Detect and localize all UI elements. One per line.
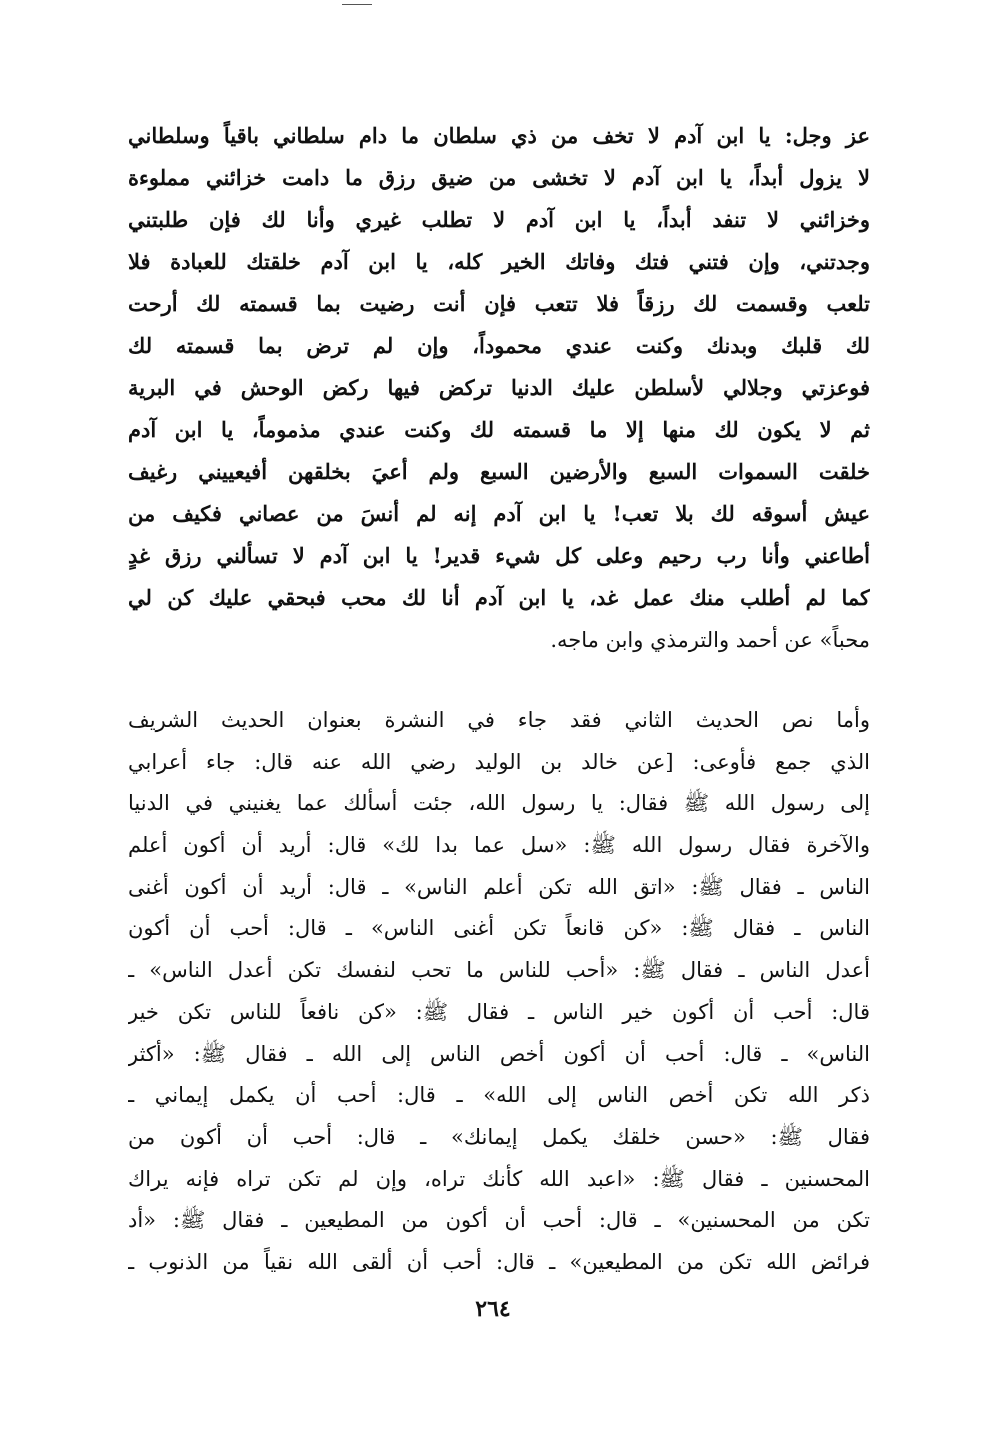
text-line: إلى رسول الله ﷺ فقال: يا رسول الله، جئت أسألك عما يغنيني في الدنيا — [128, 791, 870, 816]
paragraph-second-hadith — [128, 700, 870, 1284]
text-line: الذي جمع فأوعى: [عن خالد بن الوليد رضي الله عنه قال: جاء أعرابي — [128, 749, 870, 774]
text-line: فرائض الله تكن من المطيعين» ـ قال: أحب أن ألقى الله نقياً من الذنوب ـ — [128, 1249, 870, 1274]
text-line: محباً» عن أحمد والترمذي وابن ماجه. — [550, 628, 870, 652]
text-line: والآخرة فقال رسول الله ﷺ: «سل عما بدا لك» قال: أريد أن أكون أعلم — [128, 833, 870, 858]
text-line: الناس ـ فقال ﷺ: «كن قانعاً تكن أغنى الناس» ـ قال: أحب أن أكون — [128, 916, 870, 941]
text-line: خلقت السموات السبع والأرضين السبع ولم أعيَ بخلقهن أفيعييني رغيف — [128, 459, 870, 484]
text-line: ذكر الله تكن أخص الناس إلى الله» ـ قال: أحب أن يكمل إيماني ـ — [128, 1083, 870, 1108]
text-line: لا يزول أبداً، يا ابن آدم لا تخشى من ضيق رزق ما دامت خزائني مملوءة — [128, 165, 870, 190]
text-line: وجدتني، وإن فتني فتك وفاتك الخير كله، يا ابن آدم خلقتك للعبادة فلا — [128, 249, 870, 274]
text-line: فقال ﷺ: «حسن خلقك يكمل إيمانك» ـ قال: أحب أن أكون من — [128, 1124, 870, 1149]
text-line: أعدل الناس ـ فقال ﷺ: «أحب للناس ما تحب لنفسك تكن أعدل الناس» ـ — [128, 958, 870, 983]
text-line: كما لم أطلب منك عمل غد، يا ابن آدم أنا لك محب فبحقي عليك كن لي — [128, 585, 870, 610]
text-line: عز وجل: يا ابن آدم لا تخف من ذي سلطان ما دام سلطاني باقياً وسلطاني — [128, 123, 870, 148]
paragraph-hadith-qudsi — [128, 115, 870, 661]
text-line: تلعب وقسمت لك رزقاً فلا تتعب فإن أنت رضيت بما قسمته لك أرحت — [128, 291, 870, 316]
text-line: تكن من المحسنين» ـ قال: أحب أن أكون من المطيعين ـ فقال ﷺ: «أد — [128, 1208, 870, 1233]
text-line: عيش أسوقه لك بلا تعب! يا ابن آدم إنه لم أنسَ من عصاني فكيف من — [128, 501, 870, 526]
page-number: ٢٦٤ — [475, 1296, 511, 1322]
text-line: المحسنين ـ فقال ﷺ: «اعبد الله كأنك تراه، وإن لم تكن تراه فإنه يراك — [128, 1166, 870, 1191]
text-line: لك قلبك وبدنك وكنت عندي محموداً، وإن لم ترض بما قسمته لك — [128, 333, 870, 358]
text-line: وخزائني لا تنفد أبداً، يا ابن آدم لا تطلب غيري وأنا لك فإن طلبتني — [128, 207, 870, 232]
text-line: وأما نص الحديث الثاني فقد جاء في النشرة بعنوان الحديث الشريف — [128, 708, 870, 732]
text-line: الناس ـ فقال ﷺ: «اتق الله تكن أعلم الناس» ـ قال: أريد أن أكون أغنى — [128, 874, 870, 899]
text-line: أطاعني وأنا رب رحيم وعلى كل شيء قدير! يا ابن آدم لا تسألني رزق غدٍ — [128, 543, 870, 568]
text-line: الناس» ـ قال: أحب أن أكون أخص الناس إلى الله ـ فقال ﷺ: «أكثر — [128, 1041, 870, 1066]
text-line: ثم لا يكون لك منها إلا ما قسمته لك وكنت عندي مذموماً، يا ابن آدم — [128, 417, 870, 442]
text-line: فوعزتي وجلالي لأسلطن عليك الدنيا تركض فيها ركض الوحش في البرية — [128, 375, 870, 400]
text-line: قال: أحب أن أكون خير الناس ـ فقال ﷺ: «كن نافعاً للناس تكن خير — [128, 999, 870, 1024]
top-edge-mark — [342, 4, 372, 5]
